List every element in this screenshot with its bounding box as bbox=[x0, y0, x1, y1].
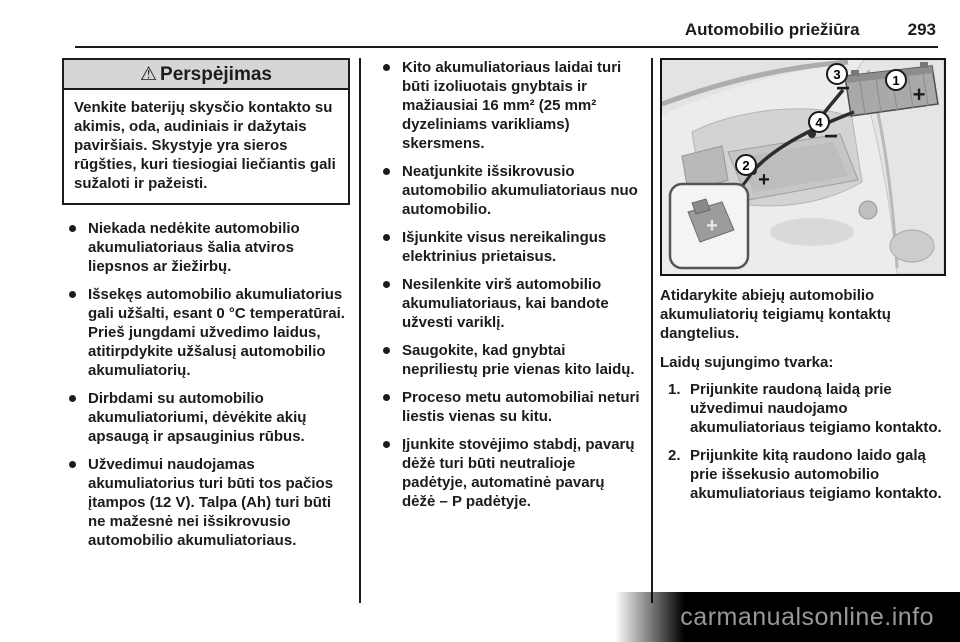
lower-shape bbox=[770, 218, 854, 246]
column-1 bbox=[62, 58, 350, 559]
warning-title-text: Perspėjimas bbox=[160, 64, 272, 85]
page-header bbox=[75, 20, 936, 40]
list-item: Išjunkite visus nereikalingus elektrinius prietaisus. bbox=[376, 228, 642, 266]
step-text: Prijunkite kitą raudono laido galą prie išsekusio automobilio akumuliatoriaus teigiamo kontakto. bbox=[690, 447, 942, 502]
callout-1: 1 bbox=[892, 73, 900, 88]
list-item: Nesilenkite virš automobilio akumuliatoriaus, kai bandote užvesti variklį. bbox=[376, 275, 642, 332]
column-separator-1 bbox=[359, 58, 361, 603]
plus-sign-vehicle: + bbox=[758, 169, 770, 191]
list-item: Kito akumuliatoriaus laidai turi būti izoliuotais gnybtais ir mažiausiai 16 mm² (25 mm² dyzeliniams varikliams) skersmens. bbox=[376, 58, 642, 153]
warning-box bbox=[62, 58, 350, 205]
callout-3: 3 bbox=[833, 67, 841, 82]
column-separator-2 bbox=[651, 58, 653, 603]
warning-box-title bbox=[64, 60, 348, 90]
hood-panel bbox=[662, 60, 844, 115]
plus-sign-donor: + bbox=[912, 82, 926, 107]
bullet-list-1 bbox=[62, 219, 350, 550]
minus-sign-donor: − bbox=[835, 75, 851, 102]
watermark-band bbox=[615, 592, 960, 642]
steps-intro: Laidų sujungimo tvarka: bbox=[660, 354, 834, 371]
reservoir bbox=[890, 230, 934, 262]
step-item bbox=[668, 446, 945, 503]
step-item bbox=[668, 380, 945, 437]
list-item: Niekada nedėkite automobilio akumuliatoriaus šalia atviros liepsnos ar žiežirbų. bbox=[62, 219, 350, 276]
warning-box-body: Venkite baterijų skysčio kontakto su akimis, oda, audiniais ir dažytais paviršiais. Skystyje yra sieros rūgšties, kuri tiesiogiai liečiantis gali sužaloti ir pažeisti. bbox=[74, 99, 336, 192]
list-item: Išsekęs automobilio akumuliatorius gali užšalti, esant 0 °C temperatūrai. Prieš jungdami užvedimo laidus, atitirpdykite užšalusį automobilio akumuliatorių. bbox=[62, 285, 350, 380]
callout-2: 2 bbox=[742, 158, 750, 173]
bullet-list-2 bbox=[376, 58, 642, 511]
step-number: 1. bbox=[668, 381, 681, 398]
step-text: Prijunkite raudoną laidą prie užvedimui naudojamo akumuliatoriaus teigiamo kontakto. bbox=[690, 381, 942, 436]
page-title: Automobilio priežiūra bbox=[684, 20, 860, 39]
figure-caption: Atidarykite abiejų automobilio akumuliatorių teigiamų kontaktų dangtelius. bbox=[660, 287, 891, 342]
list-item: Dirbdami su automobilio akumuliatoriumi, dėvėkite akių apsaugą ir apsauginius rūbus. bbox=[62, 389, 350, 446]
battery-terminal-pos bbox=[920, 62, 928, 68]
watermark-text: carmanualsonline.info bbox=[680, 602, 934, 631]
inset-plus-sign: + bbox=[706, 215, 718, 237]
column-3 bbox=[660, 58, 945, 512]
page-number: 293 bbox=[907, 20, 936, 39]
step-number: 2. bbox=[668, 447, 681, 464]
engine-bay-drawing bbox=[662, 60, 944, 274]
column-2 bbox=[376, 58, 642, 520]
battery-terminal-neg bbox=[851, 70, 859, 76]
list-item: Įjunkite stovėjimo stabdį, pavarų dėžė turi būti neutralioje padėtyje, automatinė pavarų dėžė – P padėtyje. bbox=[376, 435, 642, 511]
callout-4: 4 bbox=[815, 115, 823, 130]
list-item: Saugokite, kad gnybtai nepriliestų prie vienas kito laidų. bbox=[376, 341, 642, 379]
list-item: Proceso metu automobiliai neturi liestis vienas su kitu. bbox=[376, 388, 642, 426]
minus-sign-vehicle: − bbox=[823, 123, 839, 150]
cap bbox=[859, 201, 877, 219]
list-item: Neatjunkite išsikrovusio automobilio akumuliatoriaus nuo automobilio. bbox=[376, 162, 642, 219]
header-rule bbox=[75, 46, 938, 48]
jump-start-illustration bbox=[660, 58, 946, 276]
list-item: Užvedimui naudojamas akumuliatorius turi būti tos pačios įtampos (12 V). Talpa (Ah) turi būti ne mažesnė nei išsikrovusio automobilio akumuliatoriaus. bbox=[62, 455, 350, 550]
warning-triangle-icon: ⚠ bbox=[139, 64, 158, 85]
